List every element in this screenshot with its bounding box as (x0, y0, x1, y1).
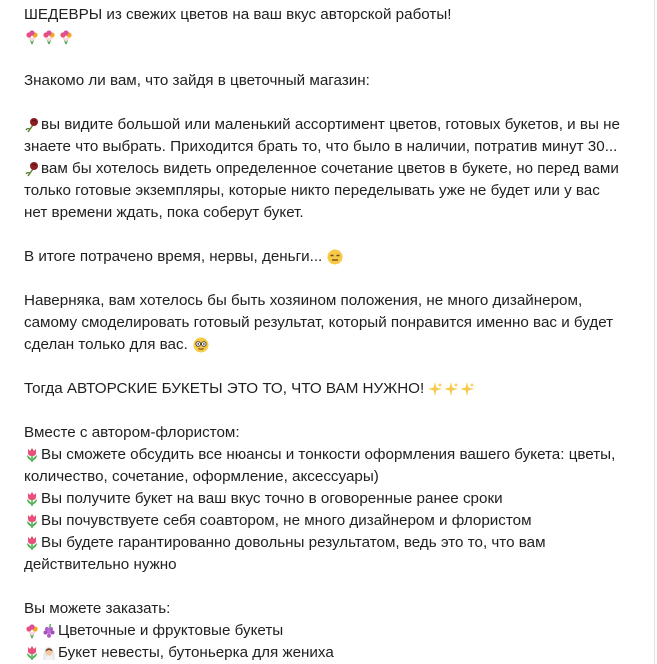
order-heading: Вы можете заказать: (24, 600, 171, 617)
bouquet-icon (24, 29, 40, 45)
florist-heading-line (24, 422, 644, 444)
tulip-icon (24, 535, 40, 551)
problem-text: знаете что выбрать. Приходится брать то, что было в наличии, потратив минут 30... (24, 138, 618, 155)
benefit-text: Вы сможете обсудить все нюансы и тонкости оформления вашего букета: цветы, (41, 446, 616, 463)
benefit-text: Вы получите букет на ваш вкус точно в оговоренные ранее сроки (41, 490, 503, 507)
headline-line (24, 4, 644, 26)
problem-text-cont (24, 136, 644, 158)
wilted-rose-icon (24, 161, 40, 177)
order-item-text: Цветочные и фруктовые букеты (58, 622, 284, 639)
benefit-item (24, 488, 644, 510)
benefit-text-cont (24, 554, 644, 576)
headline: ШЕДЕВРЫ из свежих цветов на ваш вкус авторской работы! (24, 6, 452, 23)
order-item (24, 620, 644, 642)
unamused-face-icon (327, 249, 343, 265)
result-line (24, 246, 644, 268)
offer-line (24, 378, 644, 400)
sparkles-icon (427, 381, 443, 397)
tulip-icon (24, 491, 40, 507)
tulip-icon (24, 447, 40, 463)
wish-text: сделан только для вас. (24, 336, 188, 353)
post-text (24, 4, 644, 664)
bride-icon (41, 645, 57, 661)
bouquet-icon (41, 29, 57, 45)
bouquet-icon (24, 623, 40, 639)
problem-item (24, 158, 644, 180)
problem-text: вы видите большой или маленький ассортимент цветов, готовых букетов, и вы не (41, 116, 620, 133)
benefit-text-cont (24, 466, 644, 488)
florist-heading: Вместе с автором-флористом: (24, 424, 240, 441)
wilted-rose-icon (24, 117, 40, 133)
intro-question: Знакомо ли вам, что зайдя в цветочный магазин: (24, 72, 370, 89)
benefit-item (24, 532, 644, 554)
sparkles-group (427, 381, 475, 397)
problem-text-cont (24, 180, 644, 202)
offer-text: Тогда АВТОРСКИЕ БУКЕТЫ ЭТО ТО, ЧТО ВАМ НУЖНО! (24, 380, 425, 397)
problem-text-cont (24, 202, 644, 224)
wish-line (24, 290, 644, 312)
problem-text: вам бы хотелось видеть определенное сочетание цветов в букете, но перед вами (41, 160, 619, 177)
order-item-text: Букет невесты, бутоньерка для жениха (58, 644, 334, 661)
result-text: В итоге потрачено время, нервы, деньги... (24, 248, 323, 265)
benefit-item (24, 510, 644, 532)
sparkles-icon (459, 381, 475, 397)
benefit-item (24, 444, 644, 466)
benefit-text: действительно нужно (24, 556, 177, 573)
sparkles-icon (443, 381, 459, 397)
order-item (24, 642, 644, 664)
problem-text: нет времени ждать, пока соберут букет. (24, 204, 304, 221)
headline-icons (24, 26, 644, 48)
order-heading-line (24, 598, 644, 620)
problem-item (24, 114, 644, 136)
benefit-text: Вы почувствуете себя соавтором, не много дизайнером и флористом (41, 512, 532, 529)
tulip-icon (24, 645, 40, 661)
tulip-icon (24, 513, 40, 529)
intro-question-line (24, 70, 644, 92)
nerd-face-icon (193, 337, 209, 353)
wish-line (24, 334, 644, 356)
wish-text: самому смоделировать готовый результат, который понравится именно вас и будет (24, 314, 614, 331)
benefit-text: Вы будете гарантированно довольны результатом, ведь это то, что вам (41, 534, 546, 551)
problem-text: только готовые экземпляры, которые никто переделывать уже не будет или у вас (24, 182, 600, 199)
benefit-text: количество, сочетание, оформление, аксессуары) (24, 468, 379, 485)
bouquet-icon (58, 29, 74, 45)
wish-text: Наверняка, вам хотелось бы быть хозяином положения, не много дизайнером, (24, 292, 583, 309)
grapes-icon (41, 623, 57, 639)
wish-line (24, 312, 644, 334)
